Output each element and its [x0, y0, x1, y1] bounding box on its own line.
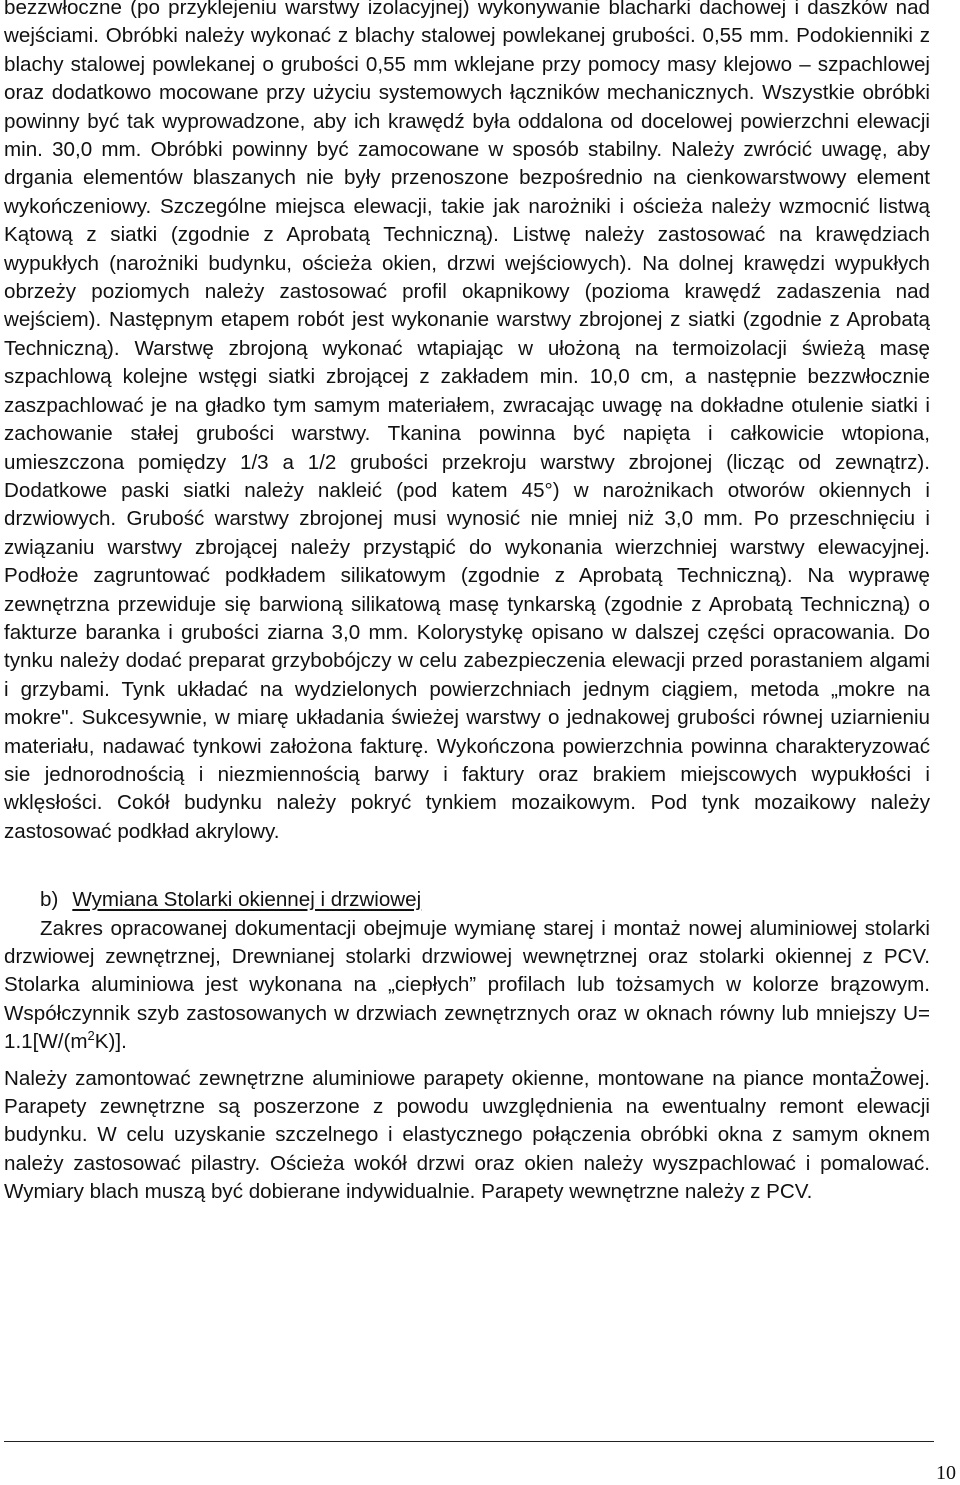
- body-paragraph-scope: [4, 915, 930, 1057]
- superscript-exponent: 2: [87, 1028, 95, 1044]
- scope-text-end: K)].: [94, 1030, 127, 1054]
- body-paragraph-windowsills: Należy zamontować zewnętrzne aluminiowe parapety okienne, montowane na piance montaŻowej. Parapety zewnętrzne są poszerzone z powodu uwzględnienia na ewentualny remont elewacji budynku. W celu uzyskanie szczelnego i elastycznego połączenia obróbki okna z samym oknem należy zastosować pilastry. Ościeża wokół drzwi oraz okien należy wyszpachlować i pomalować. Wymiary blach muszą być dobierane indywidualnie. Parapety wewnętrzne należy z PCV.: [4, 1066, 930, 1204]
- section-heading-b: [40, 886, 930, 914]
- section-letter: b): [40, 888, 59, 912]
- document-page: [4, 0, 930, 1207]
- page-number: 10: [936, 1462, 956, 1484]
- section-title: Wymiana Stolarki okiennej i drzwiowej: [72, 888, 422, 912]
- scope-text: Zakres opracowanej dokumentacji obejmuje wymianę starej i montaż nowej aluminiowej stolarki drzwiowej zewnętrznej, Drewnianej stolarki drzwiowej wewnętrznej oraz stolarki okiennej z PCV. Stolarka aluminiowa jest wykonana na „ciepłych” profilach lub tożsamych w kolorze brązowym. Współczynnik szyb zastosowanych w drzwiach zewnętrznych oraz w oknach równy lub mniejszy U= 1.1[W/(m: [4, 916, 930, 1054]
- footer-rule: [4, 1441, 934, 1442]
- body-paragraph-finishing: bezzwłoczne (po przyklejeniu warstwy izolacyjnej) wykonywanie blacharki dachowej i daszków nad wejściami. Obróbki należy wykonać z blachy stalowej powlekanej grubości. 0,55 mm. Podokienniki z blachy stalowej powlekanej o grubości 0,55 mm wklejane przy pomocy masy klejowo – szpachlowej oraz dodatkowo mocowane przy użyciu systemowych łączników mechanicznych. Wszystkie obróbki powinny być tak wyprowadzone, aby ich krawędź była oddalona od docelowej powierzchni elewacji min. 30,0 mm. Obróbki powinny być zamocowane w sposób stabilny. Należy zwrócić uwagę, aby drgania elementów blaszanych nie były przenoszone bezpośrednio na cienkowarstwowy element wykończeniowy. Szczególne miejsca elewacji, takie jak narożniki i ościeża należy wzmocnić listwą Kątową z siatki (zgodnie z Aprobatą Techniczną). Listwę należy zastosować na krawędziach wypukłych (narożniki budynku, ościeża okien, drzwi wejściowych). Na dolnej krawędzi wypukłych obrzeży poziomych należy zastosować profil okapnikowy (pozioma krawędź zadaszenia nad wejściem). Następnym etapem robót jest wykonanie warstwy zbrojonej z siatki (zgodnie z Aprobatą Techniczną). Warstwę zbrojoną wykonać wtapiając w ułożoną na termoizolacji świeżą masę szpachlową kolejne wstęgi siatki zbrojącej z zakładem min. 10,0 cm, a następnie bezzwłocznie zaszpachlować je na gładko tym samym materiałem, zwracając uwagę na dokładne otulenie siatki i zachowanie stałej grubości warstwy. Tkanina powinna być napięta i całkowicie wtopiona, umieszczona pomiędzy 1/3 a 1/2 grubości przekroju warstwy zbrojonej (licząc od zewnątrz). Dodatkowe paski siatki należy nakleić (pod katem 45°) w narożnikach otworów okiennych i drzwiowych. Grubość warstwy zbrojonej musi wynosić nie mniej niż 3,0 mm. Po przeschnięciu i związaniu warstwy zbrojącej należy przystąpić do wykonania wierzchniej warstwy elewacyjnej. Podłoże zagruntować podkładem silikatowym (zgodnie z Aprobatą Techniczną). Na wyprawę zewnętrzna przewiduje się barwioną silikatową masę tynkarską (zgodnie z Aprobatą Techniczną) o fakturze baranka i grubości ziarna 3,0 mm. Kolorystykę opisano w dalszej części opracowania. Do tynku należy dodać preparat grzybobójczy w celu zabezpieczenia elewacji przed porastaniem algami i grzybami. Tynk układać na wydzielonych powierzchniach jednym ciągiem, metoda „mokre na mokre". Sukcesywnie, w miarę układania świeżej warstwy o jednakowej grubości równej uziarnieniu materiału, nadawać tynkowi założona fakturę. Wykończona powierzchnia powinna charakteryzować sie jednorodnością i niezmiennością barwy i faktury oraz brakiem miejscowych wypukłości i wklęsłości. Cokół budynku należy pokryć tynkiem mozaikowym. Pod tynk mozaikowy należy zastosować podkład akrylowy.: [4, 0, 930, 843]
